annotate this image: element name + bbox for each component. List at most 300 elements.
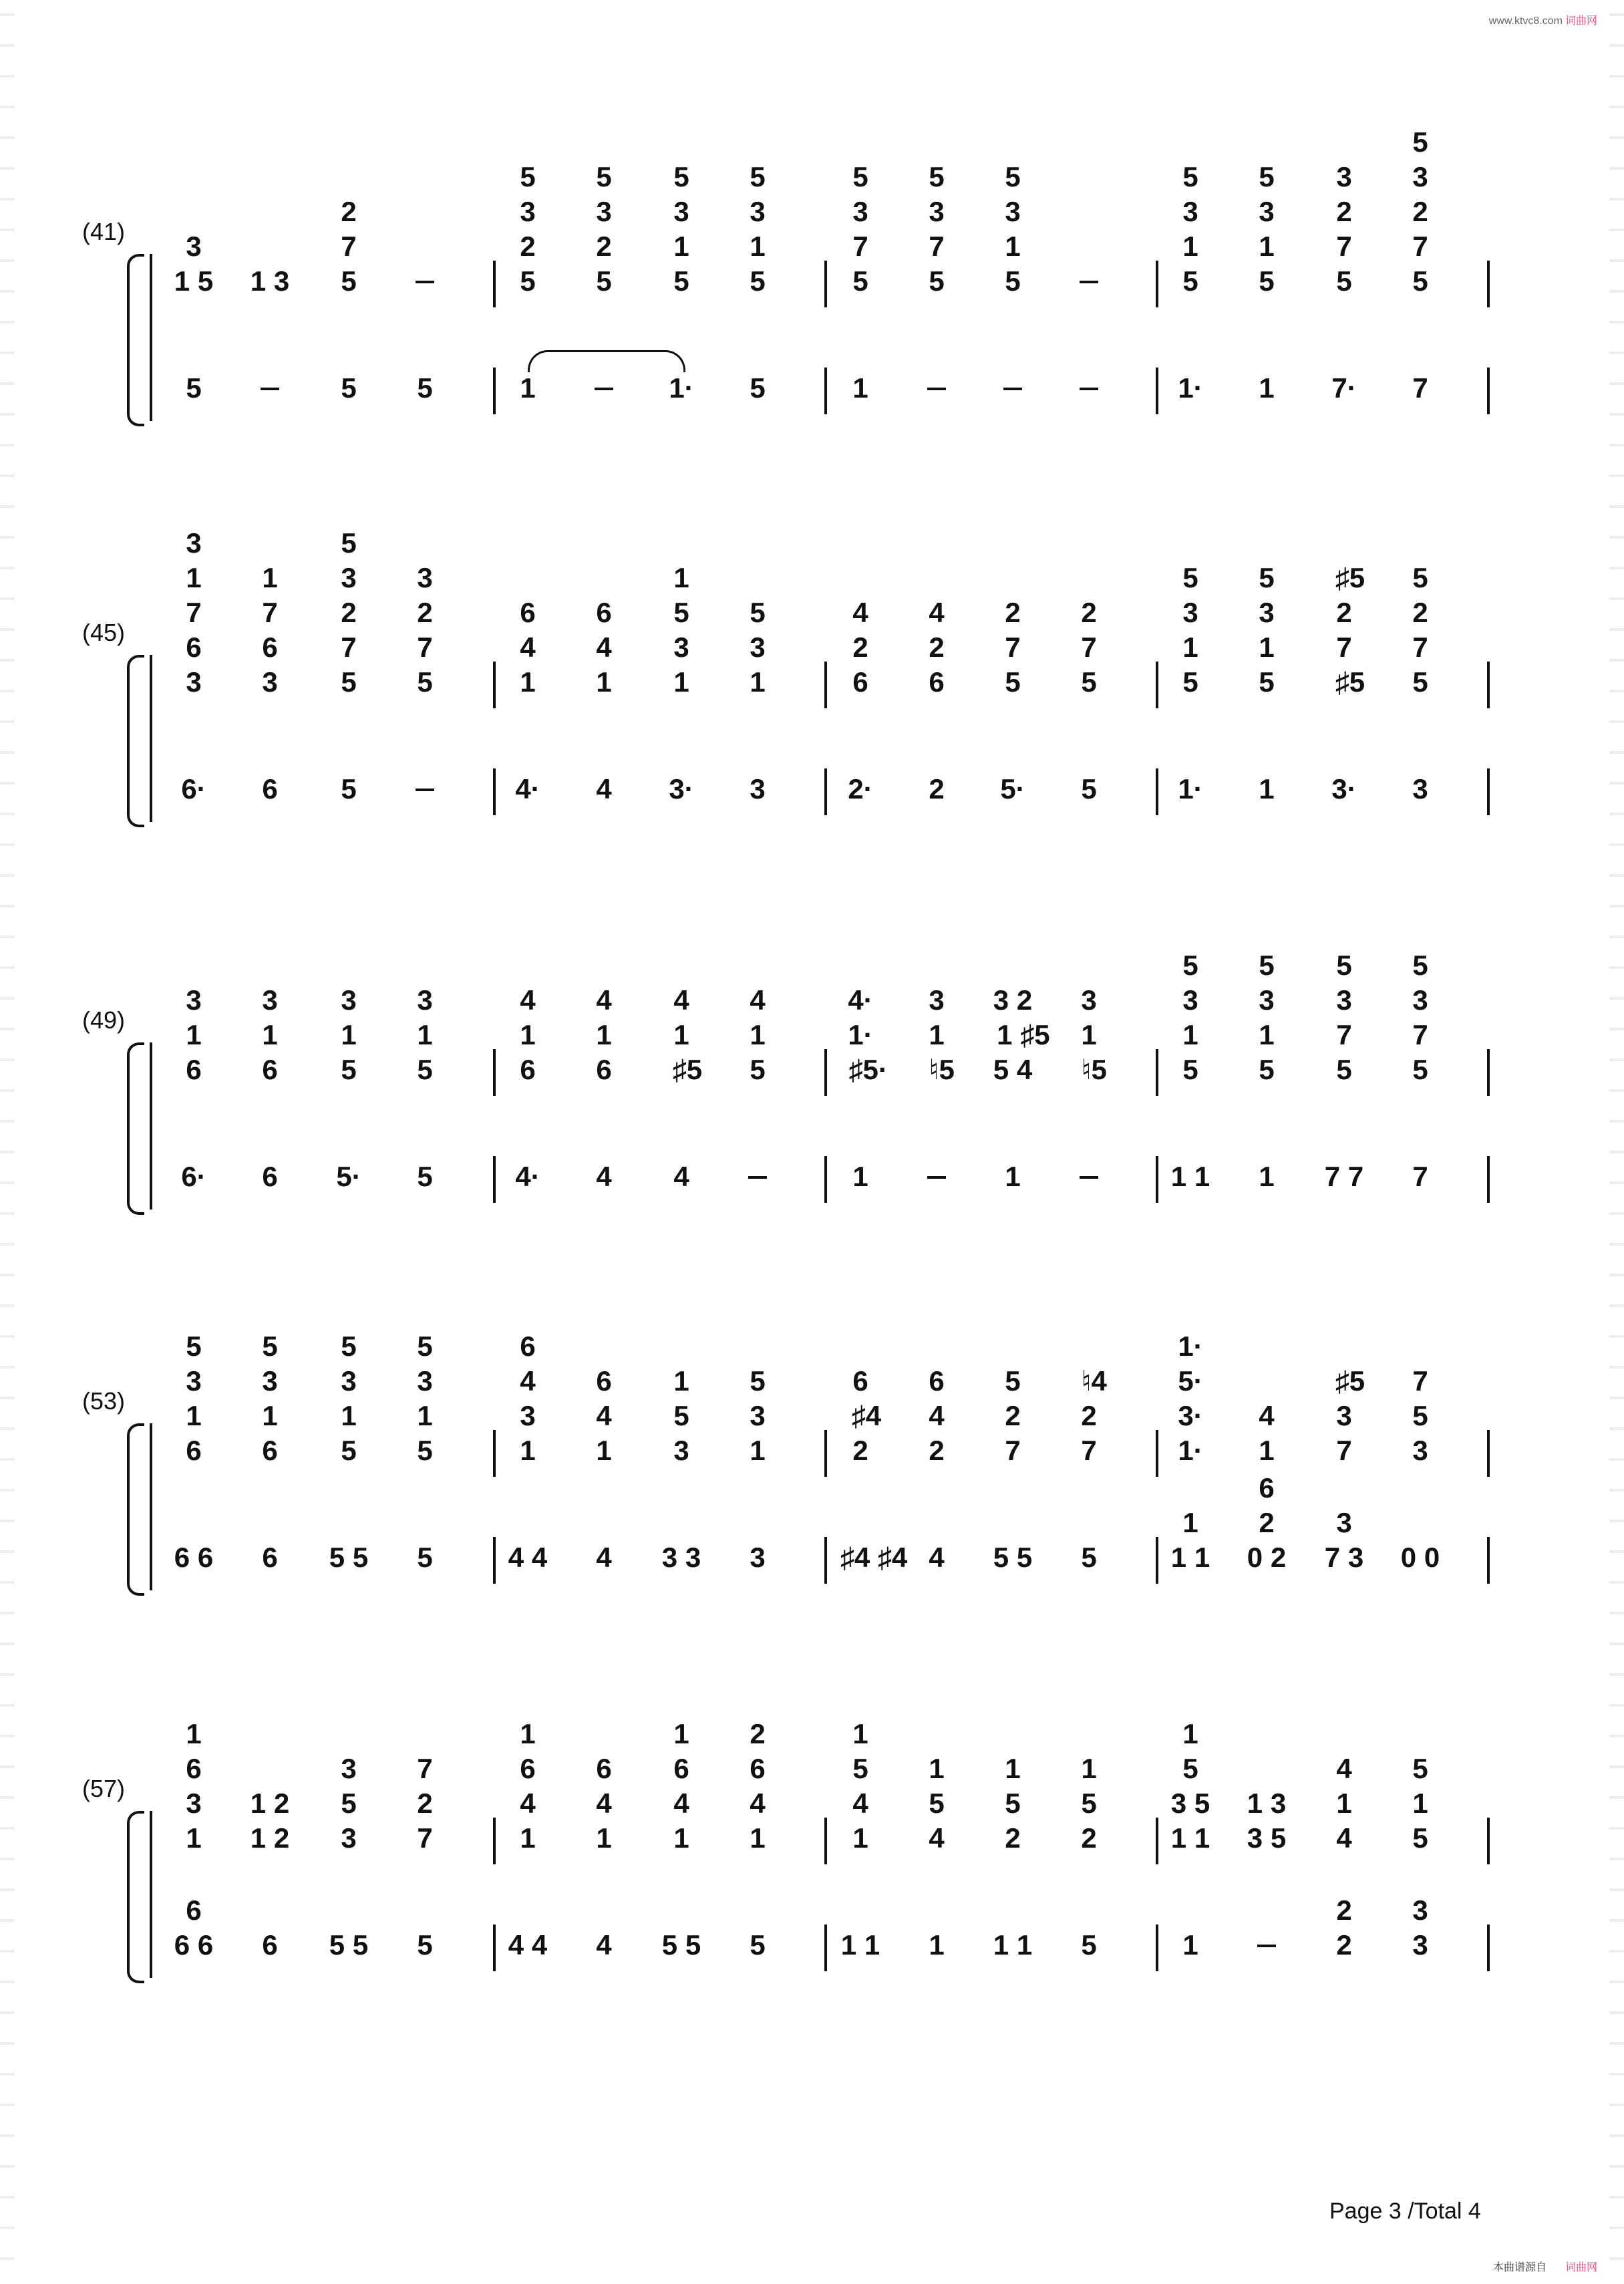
treble-note: 1	[520, 1435, 536, 1466]
treble-note: 6	[520, 1330, 536, 1362]
treble-note: 1	[186, 1718, 202, 1749]
treble-note: 5	[262, 1330, 278, 1362]
treble-note: 3	[1336, 1400, 1352, 1431]
bass-note: 0 0	[1400, 1542, 1440, 1573]
treble-note: 3	[750, 1400, 766, 1431]
treble-note: 3	[341, 1753, 357, 1784]
treble-note: 1	[1259, 1435, 1275, 1466]
treble-note: 1	[520, 1718, 536, 1749]
treble-note: 5	[1259, 265, 1275, 297]
treble-note: 7	[417, 1753, 433, 1784]
bass-note: 2	[1336, 1894, 1352, 1926]
treble-note: 5	[1412, 950, 1428, 981]
treble-note: 5	[1412, 1054, 1428, 1085]
score-system	[82, 1330, 1490, 1597]
grand-staff-brace	[127, 655, 144, 827]
measure-number: (53)	[82, 1387, 125, 1415]
treble-note: 1·	[1178, 1435, 1203, 1466]
barline	[824, 1537, 827, 1584]
treble-note: 1	[1182, 1019, 1198, 1050]
treble-note: 2	[1005, 1822, 1021, 1854]
barline	[1487, 1537, 1490, 1584]
bass-note: 6·	[181, 773, 206, 805]
treble-note: 1	[262, 1400, 278, 1431]
treble-note: 4·	[848, 984, 873, 1016]
treble-note: 1	[186, 1019, 202, 1050]
treble-note: 7	[1412, 1019, 1428, 1050]
barline	[1487, 1924, 1490, 1971]
bass-note: 1	[1259, 1161, 1275, 1192]
treble-note: 1	[673, 1365, 689, 1397]
treble-note: 5	[750, 265, 766, 297]
treble-note: 1	[852, 1822, 868, 1854]
treble-note: 7	[262, 597, 278, 628]
treble-note: 3	[262, 666, 278, 698]
treble-note: 5	[1005, 265, 1021, 297]
bass-note: 3·	[669, 773, 694, 805]
treble-note: 5	[750, 1365, 766, 1397]
treble-note: 5	[341, 1054, 357, 1085]
bass-note: 6 6	[174, 1929, 214, 1961]
treble-note: 5	[750, 1054, 766, 1085]
bass-note: 4·	[515, 773, 540, 805]
bass-note: 5	[750, 1929, 766, 1961]
treble-note: 3	[186, 231, 202, 262]
treble-note: 5	[1182, 950, 1198, 981]
treble-note: 1	[1081, 1019, 1097, 1050]
treble-note: 3	[417, 984, 433, 1016]
bass-note: 1	[1259, 372, 1275, 404]
treble-note: 4	[929, 1822, 945, 1854]
treble-note: 3	[1182, 597, 1198, 628]
barline	[1487, 1156, 1490, 1203]
treble-note: 5	[417, 1330, 433, 1362]
barline	[824, 768, 827, 815]
treble-note: 1	[750, 231, 766, 262]
treble-note: 5	[417, 1054, 433, 1085]
treble-note: 3	[341, 562, 357, 593]
treble-note: 3	[341, 1822, 357, 1854]
treble-note: 3	[186, 1365, 202, 1397]
bass-note: 2	[1336, 1929, 1352, 1961]
treble-note: 1·	[848, 1019, 873, 1050]
treble-note: 5	[1259, 666, 1275, 698]
treble-note: 4	[673, 984, 689, 1016]
treble-note: 1 5	[174, 265, 214, 297]
treble-note: 3	[186, 1788, 202, 1819]
treble-note: 5	[186, 1330, 202, 1362]
hold-dash	[927, 388, 946, 390]
hold-dash	[416, 789, 434, 791]
bass-note: 1	[852, 1161, 868, 1192]
bass-note: 6	[262, 1161, 278, 1192]
treble-note: 1	[750, 666, 766, 698]
barline	[1487, 261, 1490, 307]
treble-note: 2	[1005, 597, 1021, 628]
bass-note: 1	[1182, 1507, 1198, 1538]
treble-note: 5	[929, 161, 945, 192]
treble-note: 1	[1259, 631, 1275, 663]
treble-note: 6	[186, 1435, 202, 1466]
treble-note: 3	[673, 631, 689, 663]
bass-note: 7 7	[1324, 1161, 1364, 1192]
treble-note: 7	[417, 631, 433, 663]
treble-note: 6	[186, 1054, 202, 1085]
treble-note: 1 1	[1170, 1822, 1210, 1854]
treble-note: 3	[1412, 1435, 1428, 1466]
treble-note: ♯5·	[848, 1054, 888, 1085]
bass-note: 5	[750, 372, 766, 404]
treble-note: 6	[186, 1753, 202, 1784]
treble-note: 1	[673, 231, 689, 262]
treble-note: 1 2	[250, 1822, 290, 1854]
treble-note: 1	[750, 1435, 766, 1466]
treble-note: 2	[1081, 1400, 1097, 1431]
measure-number: (41)	[82, 218, 125, 245]
treble-note: 6	[852, 666, 868, 698]
bass-note: 4	[596, 1929, 612, 1961]
treble-note: 5	[341, 1330, 357, 1362]
footer-brand: 词曲网	[1565, 2262, 1597, 2273]
bass-note: 0 2	[1247, 1542, 1287, 1573]
treble-note: 7	[1336, 1019, 1352, 1050]
score-system	[82, 1717, 1490, 1985]
treble-note: 1	[673, 666, 689, 698]
barline	[1156, 1430, 1158, 1477]
barline	[824, 1924, 827, 1971]
treble-note: 3	[262, 984, 278, 1016]
barline	[1156, 1049, 1158, 1096]
bass-note: 3	[750, 773, 766, 805]
bass-note: 1·	[669, 372, 694, 404]
treble-note: 2	[596, 231, 612, 262]
treble-note: 3	[1081, 984, 1097, 1016]
bass-note: 4 4	[508, 1929, 548, 1961]
bass-note: 1 1	[993, 1929, 1033, 1961]
treble-note: 1	[1182, 231, 1198, 262]
treble-note: 3 5	[1247, 1822, 1287, 1854]
barline	[493, 1537, 496, 1584]
treble-note: 5	[1005, 1788, 1021, 1819]
treble-note: 5	[852, 1753, 868, 1784]
grand-staff-brace	[127, 1811, 144, 1983]
treble-note: ♮4	[1081, 1365, 1107, 1397]
treble-note: 3	[673, 1435, 689, 1466]
treble-note: 3·	[1178, 1400, 1203, 1431]
hold-dash	[1257, 1945, 1276, 1947]
bass-note: 3	[1336, 1507, 1352, 1538]
site-watermark	[1489, 12, 1597, 27]
treble-note: 3	[417, 1365, 433, 1397]
bass-note: 1	[929, 1929, 945, 1961]
bass-note: 3	[1412, 773, 1428, 805]
score-system	[82, 527, 1490, 829]
treble-note: 6	[673, 1753, 689, 1784]
treble-note: 6	[520, 1054, 536, 1085]
treble-note: 5	[673, 1400, 689, 1431]
treble-note: 5	[417, 666, 433, 698]
treble-note: 6	[750, 1753, 766, 1784]
treble-note: 4	[750, 984, 766, 1016]
bass-note: 6	[262, 1542, 278, 1573]
barline	[1487, 768, 1490, 815]
hold-dash	[416, 281, 434, 283]
barline	[824, 1156, 827, 1203]
treble-note: 5	[341, 666, 357, 698]
bass-note: 4·	[515, 1161, 540, 1192]
bass-note: 4	[596, 1161, 612, 1192]
bass-note: 7·	[1331, 372, 1357, 404]
treble-note: 6	[596, 1054, 612, 1085]
bass-note: 6	[186, 1894, 202, 1926]
barline	[493, 368, 496, 414]
measure-number: (45)	[82, 619, 125, 646]
bass-note: 5	[417, 372, 433, 404]
treble-note: 3	[186, 527, 202, 559]
treble-note: 4	[1336, 1822, 1352, 1854]
treble-note: 5	[1259, 161, 1275, 192]
score-system	[82, 126, 1490, 428]
treble-note: 1	[929, 1753, 945, 1784]
treble-note: 3	[262, 1365, 278, 1397]
treble-note: 7	[852, 231, 868, 262]
treble-note: 3 2	[993, 984, 1033, 1016]
treble-note: 3	[1259, 196, 1275, 227]
treble-note: 2	[1081, 597, 1097, 628]
treble-note: 1	[1259, 231, 1275, 262]
bass-note: 5 5	[661, 1929, 701, 1961]
treble-note: 3	[1259, 597, 1275, 628]
bass-note: 4	[929, 1542, 945, 1573]
bass-note: 1 1	[1170, 1161, 1210, 1192]
treble-note: 2	[929, 631, 945, 663]
bass-note: 5	[186, 372, 202, 404]
treble-note: 5	[1412, 265, 1428, 297]
treble-note: 1	[750, 1822, 766, 1854]
treble-note: 5 4	[993, 1054, 1033, 1085]
grand-staff-brace	[127, 1042, 144, 1215]
bass-note: 1·	[1178, 773, 1203, 805]
treble-note: 1	[520, 1822, 536, 1854]
treble-note: 1	[262, 1019, 278, 1050]
bass-note: 5	[417, 1161, 433, 1192]
bass-note: 5	[1081, 773, 1097, 805]
treble-note: 1	[520, 1019, 536, 1050]
treble-note: 3	[1412, 984, 1428, 1016]
barline	[1487, 368, 1490, 414]
treble-note: 1	[1005, 231, 1021, 262]
treble-note: 5	[520, 265, 536, 297]
treble-note: 3	[596, 196, 612, 227]
bass-note: 2	[929, 773, 945, 805]
bass-note: 6	[262, 1929, 278, 1961]
treble-note: 6	[596, 597, 612, 628]
bass-note: 7 3	[1324, 1542, 1364, 1573]
system-line	[150, 1811, 152, 1978]
footer-source: 本曲谱源自	[1492, 2262, 1547, 2273]
bass-note: 7	[1412, 1161, 1428, 1192]
barline	[824, 1430, 827, 1477]
system-line	[150, 1423, 152, 1590]
treble-note: 1	[186, 1400, 202, 1431]
measure-number: (57)	[82, 1775, 125, 1802]
treble-note: 6	[520, 1753, 536, 1784]
barline	[493, 1818, 496, 1864]
barline	[824, 1049, 827, 1096]
treble-note: 3	[1412, 161, 1428, 192]
barline	[493, 662, 496, 708]
right-margin-strip	[1609, 0, 1624, 2284]
bass-note: 5 5	[329, 1929, 369, 1961]
treble-note: 7	[1336, 631, 1352, 663]
treble-note: 5	[1412, 1822, 1428, 1854]
treble-note: 5	[1005, 161, 1021, 192]
treble-note: 1	[929, 1019, 945, 1050]
bass-note: 5 5	[329, 1542, 369, 1573]
hold-dash	[748, 1176, 767, 1179]
treble-note: 5	[1412, 666, 1428, 698]
treble-note: 6	[596, 1753, 612, 1784]
treble-note: 1	[1005, 1753, 1021, 1784]
treble-note: 2	[929, 1435, 945, 1466]
bass-note: 4	[673, 1161, 689, 1192]
treble-note: 7	[1412, 1365, 1428, 1397]
treble-note: 1	[596, 1019, 612, 1050]
treble-note: 3	[341, 1365, 357, 1397]
treble-note: 4	[596, 984, 612, 1016]
barline	[1156, 261, 1158, 307]
treble-note: 4	[673, 1788, 689, 1819]
treble-note: 1	[1336, 1788, 1352, 1819]
treble-note: 4	[852, 597, 868, 628]
bass-note: 2·	[848, 773, 873, 805]
barline	[493, 768, 496, 815]
barline	[1156, 1924, 1158, 1971]
treble-note: 4	[1259, 1400, 1275, 1431]
treble-note: 1	[262, 562, 278, 593]
bass-note: 7	[1412, 372, 1428, 404]
treble-note: 2	[1005, 1400, 1021, 1431]
treble-note: 5	[1182, 1054, 1198, 1085]
barline	[493, 1924, 496, 1971]
barline	[1156, 1537, 1158, 1584]
treble-note: 3	[852, 196, 868, 227]
treble-note: 4	[852, 1788, 868, 1819]
treble-note: 1	[750, 1019, 766, 1050]
barline	[1156, 768, 1158, 815]
treble-note: 3	[750, 196, 766, 227]
barline	[824, 1818, 827, 1864]
treble-note: 3	[1336, 161, 1352, 192]
treble-note: 5	[750, 161, 766, 192]
treble-note: 3	[1336, 984, 1352, 1016]
treble-note: 2	[1336, 597, 1352, 628]
bass-note: 1	[520, 372, 536, 404]
treble-note: 5	[1412, 562, 1428, 593]
barline	[824, 261, 827, 307]
treble-note: 1	[673, 1822, 689, 1854]
treble-note: 5	[1336, 950, 1352, 981]
treble-note: 5	[852, 161, 868, 192]
treble-note: 5	[1005, 666, 1021, 698]
bass-note: 3	[1412, 1929, 1428, 1961]
hold-dash	[1080, 281, 1098, 283]
treble-note: 3	[750, 631, 766, 663]
left-margin-strip	[0, 0, 15, 2284]
treble-note: 2	[852, 631, 868, 663]
treble-note: 3	[186, 666, 202, 698]
treble-note: 7	[341, 231, 357, 262]
watermark-site: www.ktvc8.com	[1488, 15, 1563, 27]
treble-note: 3	[1182, 196, 1198, 227]
treble-note: 5	[341, 1788, 357, 1819]
treble-note: 6	[852, 1365, 868, 1397]
treble-note: 7	[1336, 1435, 1352, 1466]
treble-note: 1	[1182, 631, 1198, 663]
treble-note: 1	[186, 562, 202, 593]
treble-note: 1	[1182, 1718, 1198, 1749]
barline	[1156, 662, 1158, 708]
barline	[493, 1430, 496, 1477]
hold-dash	[595, 388, 613, 390]
treble-note: 5	[1182, 562, 1198, 593]
treble-note: 2	[1412, 597, 1428, 628]
grand-staff-brace	[127, 1423, 144, 1596]
treble-note: 3 5	[1170, 1788, 1210, 1819]
treble-note: 2	[852, 1435, 868, 1466]
treble-note: 1	[596, 1435, 612, 1466]
treble-note: 1·	[1178, 1330, 1203, 1362]
treble-note: 4	[596, 1788, 612, 1819]
bass-note: 5·	[1000, 773, 1025, 805]
treble-note: 5	[1412, 1753, 1428, 1784]
treble-note: 5	[596, 161, 612, 192]
treble-note: 2	[750, 1718, 766, 1749]
treble-note: 5	[673, 597, 689, 628]
treble-note: 1	[596, 666, 612, 698]
bass-note: 3	[1412, 1894, 1428, 1926]
barline	[1487, 1430, 1490, 1477]
treble-note: 3	[929, 196, 945, 227]
treble-note: 6	[186, 631, 202, 663]
barline	[1156, 1156, 1158, 1203]
treble-note: 5	[1259, 1054, 1275, 1085]
tie-slur	[528, 350, 685, 372]
barline	[1487, 662, 1490, 708]
treble-note: 5	[1259, 562, 1275, 593]
treble-note: 5·	[1178, 1365, 1203, 1397]
treble-note: 5	[1336, 1054, 1352, 1085]
treble-note: 2	[1336, 196, 1352, 227]
treble-note: 7	[1005, 631, 1021, 663]
treble-note: 4	[520, 631, 536, 663]
treble-note: 5	[1182, 161, 1198, 192]
bass-note: 6·	[181, 1161, 206, 1192]
treble-note: 5	[520, 161, 536, 192]
barline	[824, 368, 827, 414]
treble-note: 3	[1182, 984, 1198, 1016]
treble-note: 2	[341, 196, 357, 227]
treble-note: 2	[417, 1788, 433, 1819]
score-system	[82, 949, 1490, 1216]
treble-note: 6	[262, 631, 278, 663]
barline	[1487, 1818, 1490, 1864]
bass-note: ♯4 ♯4	[840, 1542, 908, 1573]
treble-note: 4	[520, 1788, 536, 1819]
treble-note: 5	[1182, 265, 1198, 297]
bass-note: 5	[1081, 1929, 1097, 1961]
bass-note: 1 1	[1170, 1542, 1210, 1573]
